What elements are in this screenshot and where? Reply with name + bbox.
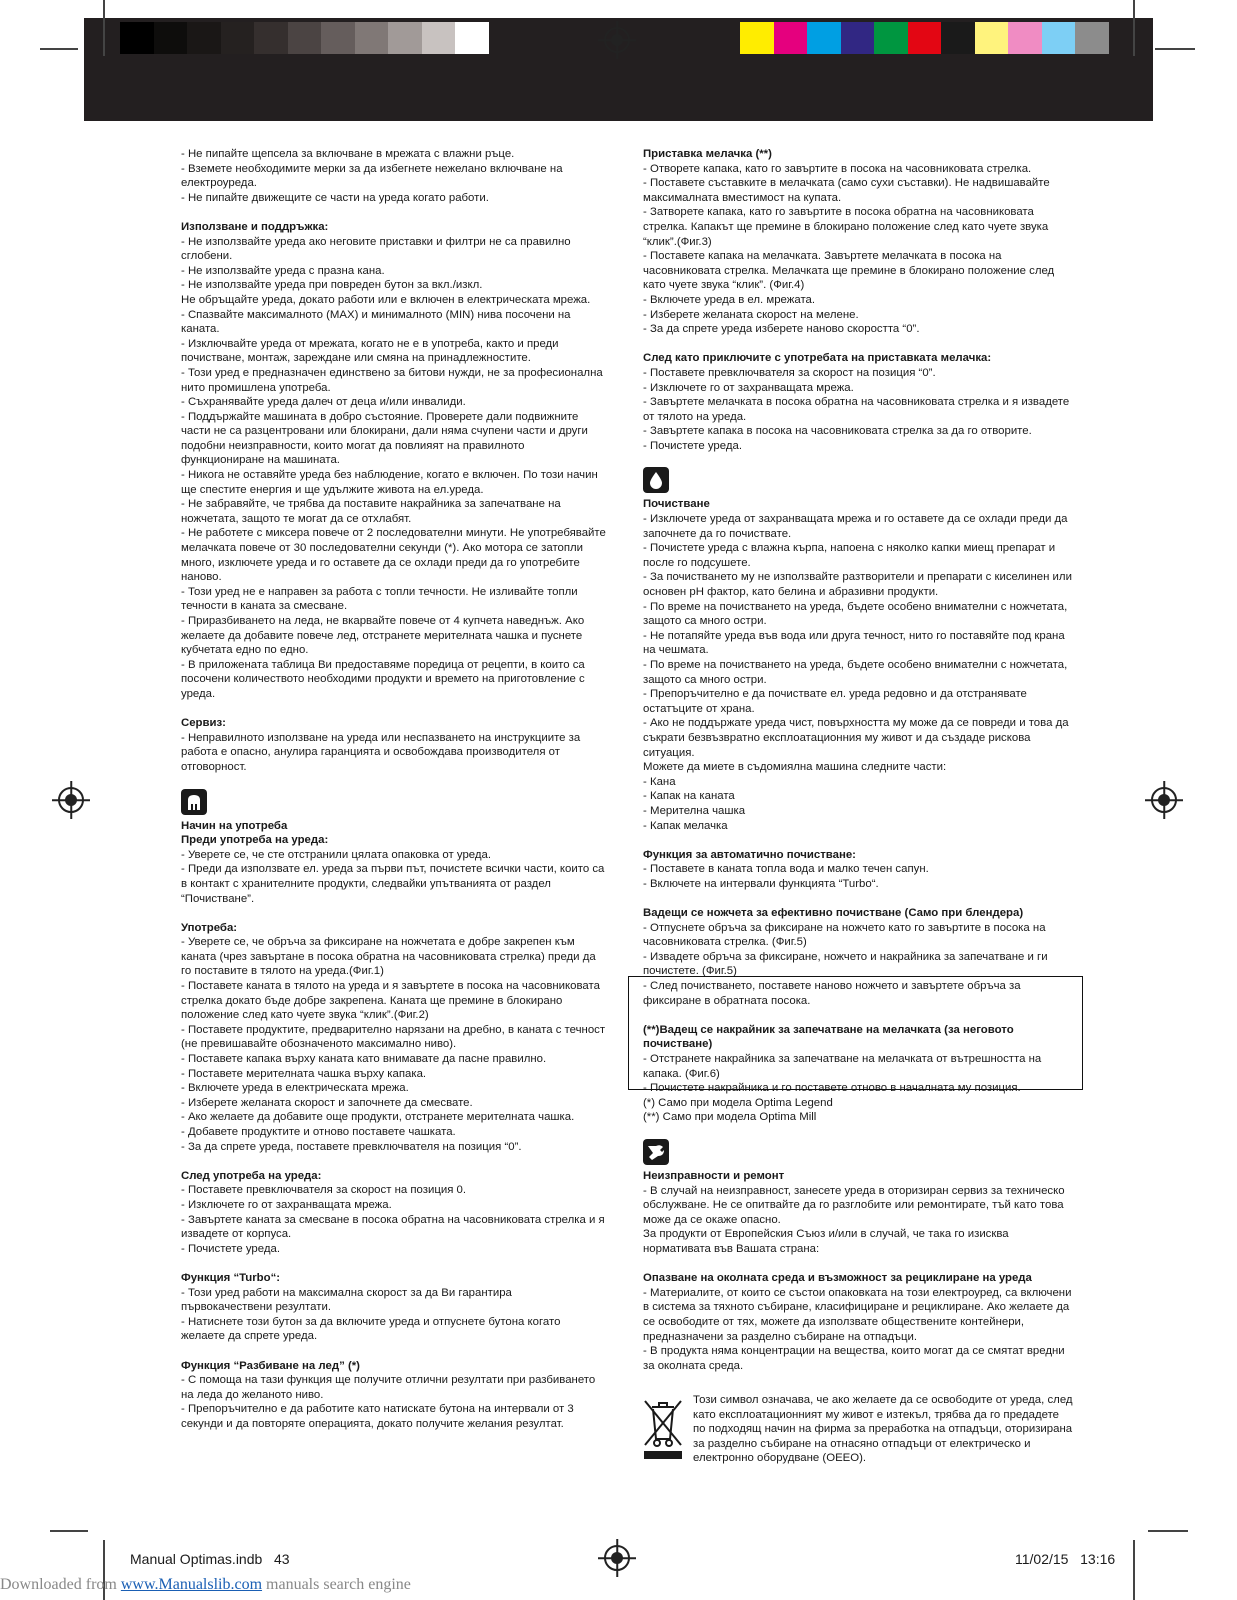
paragraph: - Преди да използвате ел. уреда за първи път, почистете всички части, които са в контакт с хранителните продукти, следвайки упътванията от раздел “Почистване”. — [181, 863, 605, 905]
process-color-swatch — [1075, 22, 1109, 54]
section-heading: Начин на употреба — [181, 819, 288, 832]
download-watermark — [0, 1576, 411, 1594]
registration-mark-top — [604, 27, 630, 53]
paragraph: - Поставете продуктите, предварително нарязани на дребно, в каната с течност (не превишавайте обозначеното максимално ниво). — [181, 1023, 606, 1051]
section-heading: Почистване — [643, 498, 710, 511]
paragraph: - Този уред е предназначен единствено за битови нужди, не за професионална нито промишлена употреба. — [181, 366, 603, 394]
gray-swatch — [388, 22, 422, 54]
process-color-swatch — [1042, 22, 1076, 54]
paragraph: - Препоръчително е да почиствате ел. уреда редовно и да отстранявате остатъците от храна. — [643, 688, 1027, 715]
section-heading: Функция “Turbo“: — [181, 1271, 281, 1284]
paragraph: - Отворете капака, като го завъртите в посока на часовниковата стрелка. — [643, 162, 1032, 175]
paragraph: - Поставете превключвателя за скорост на позиция “0”. — [643, 366, 936, 379]
paragraph: - С помоща на тази функция ще получите отлични резултати при разбиването на леда до желаното ниво. — [181, 1374, 596, 1401]
crop-mark — [1133, 0, 1135, 56]
paragraph: - Не забравяйте, че трябва да поставите накрайника за запечатване на ножчетата, защото те могат да се отхлабят. — [181, 498, 561, 525]
gray-swatch — [154, 22, 188, 54]
paragraph: - Не пипайте щепсела за включване в мрежата с влажни ръце. — [181, 148, 515, 160]
paragraph: - Извадете обръча за фиксиране, ножчето и накрайника за запечатване и ги почистете. (Фиг.5) — [643, 950, 1048, 978]
paragraph: - Изберете желаната скорост и започнете да смесвате. — [181, 1096, 473, 1109]
paragraph: - Съхранявайте уреда далеч от деца и/или инвалиди. — [181, 396, 466, 409]
paragraph: - Включете уреда в електрическата мрежа. — [181, 1082, 409, 1095]
paragraph: - Затворете капака, като го завъртите в посока обратна на часовниковата стрелка. Капакът ще премине в блокирано положение след като чуете звука “клик”.(Фиг.3) — [643, 206, 1049, 248]
paragraph: - Завъртете каната за смесване в посока обратна на часовниковата стрелка и я извадете от корпуса. — [181, 1213, 605, 1241]
section-heading: След като приключите с употребата на приставката мелачка: — [643, 352, 992, 365]
paragraph: - Поставете каната в тялото на уреда и я завъртете в посока на часовниковата стрелка докато бъде добре закрепена. Каната ще премине в блокирано положение след като чуете звука “клик”.(Фиг.2) — [181, 980, 600, 1022]
paragraph: - В случай на неизправност, занесете уреда в оторизиран сервиз за техническо обслужване. Не се опитвайте да го разглобите или ремонтирате, тъй като това може да се окаже опасно. — [643, 1184, 1065, 1226]
paragraph: - Приразбиването на леда, не вкарвайте повече от 4 купчета наведнъж. Ако желаете да добавите повече лед, отстранете мерителната чашка и пуснете кубчетата едно по едно. — [181, 615, 585, 657]
paragraph: - Отпуснете обръча за фиксиране на ножчето като го завъртите в посока на часовниковата стрелка. (Фиг.5) — [643, 921, 1046, 949]
paragraph: - Този уред не е направен за работа с топли течности. Не изливайте топли течности в каната за смесване. — [181, 585, 578, 613]
crossed-bin-icon — [642, 1395, 684, 1461]
gray-swatch — [288, 22, 322, 54]
gray-swatch — [422, 22, 456, 54]
section-heading: Употреба: — [181, 921, 238, 934]
crop-mark — [50, 1530, 88, 1532]
gray-swatch — [221, 22, 255, 54]
manualslib-link[interactable]: www.Manualslib.com — [120, 1576, 263, 1593]
paragraph: - Спазвайте максималното (MAX) и минималното (MIN) нива посочени на каната. — [181, 308, 571, 336]
paragraph: - Изключвайте уреда от мрежата, когато не е в употреба, както и преди почистване, монтаж, зареждане или смяна на принадлежностите. — [181, 337, 559, 365]
paragraph: - Поставете в каната топла вода и малко течен сапун. — [643, 863, 929, 876]
watermark-prefix: Downloaded from — [0, 1576, 121, 1593]
footer-file-name: Manual Optimas.indb 43 — [130, 1551, 290, 1567]
section-heading: (**)Вадещ се накрайник за запечатване на мелачката (за неговото почистване) — [643, 1023, 1014, 1051]
paragraph: - Кана — [643, 775, 676, 788]
paragraph: - Завъртете мелачката в посока обратна на часовниковата стрелка и я извадете от тялото на уреда. — [643, 396, 1070, 423]
paragraph: - По време на почистването на уреда, бъдете особено внимателни с ножчетата, защото са много остри. — [643, 600, 1068, 628]
paragraph: - Не работете с миксера повече от 2 последователни минути. Не употребявайте мелачката повече от 30 последователни секунди (*). Ако мотора се затопли много, изключете уреда и го оставете да се охлади преди да го употребите наново. — [181, 527, 606, 584]
paragraph: - Почистете уреда. — [181, 1242, 280, 1255]
paragraph: - Включете на интервали функцията “Turbo“. — [643, 877, 879, 890]
watermark-suffix: manuals search engine — [262, 1576, 411, 1593]
paragraph: - Изберете желаната скорост на мелене. — [643, 308, 859, 321]
paragraph: - Не използвайте уреда при повреден бутон за вкл./изкл. — [181, 279, 483, 292]
gray-swatch — [455, 22, 489, 54]
paragraph: - Вземете необходимите мерки за да избегнете нежелано включване на електроуреда. — [181, 162, 563, 190]
paragraph: - За почистването му не използвайте разтворители и препарати с киселинен или основен pH фактор, като белина и абразивни продукти. — [643, 571, 1072, 599]
paragraph: - Поставете съставките в мелачката (само сухи съставки). Не надвишавайте максималната вместимост на купата. — [643, 177, 1050, 204]
paragraph: - Мерителна чашка — [643, 804, 746, 817]
paragraph: - Изключете уреда от захранващата мрежа и го оставете да се охлади преди да започнете да го почиствате. — [643, 513, 1068, 540]
process-color-swatch — [975, 22, 1009, 54]
paragraph: - Почистете уреда с влажна кърпа, напоена с няколко капки миещ препарат и после го подсушете. — [643, 542, 1056, 569]
paragraph: - Завъртете капака в посока на часовниковата стрелка за да го отворите. — [643, 425, 1032, 438]
process-color-swatch — [774, 22, 808, 54]
paragraph: (*) Само при модела Optima Legend — [643, 1096, 833, 1109]
paragraph: - Изключете го от захранващата мрежа. — [643, 381, 854, 394]
process-color-swatch — [908, 22, 942, 54]
section-heading: Сервиз: — [181, 717, 226, 730]
paragraph: - Отстранете накрайника за запечатване на мелачката от вътрешността на капака. (Фиг.6) — [643, 1053, 1042, 1080]
paragraph: - Изключете го от захранващата мрежа. — [181, 1198, 392, 1211]
paragraph: - След почистването, поставете наново ножчето и завъртете обръча за фиксиране в обратната посока. — [643, 980, 1021, 1007]
paragraph: - Капак мелачка — [643, 819, 728, 832]
section-heading: Неизправности и ремонт — [643, 1170, 785, 1182]
crop-mark — [1155, 48, 1195, 50]
drop-icon — [643, 467, 669, 493]
process-color-swatch — [740, 22, 774, 54]
right-column — [643, 147, 1075, 1373]
plug-icon — [181, 789, 207, 815]
process-color-swatch — [841, 22, 875, 54]
paragraph: - Неправилното използване на уреда или неспазването на инструкциите за работа е опасно, анулира гаранцията и освобождава производителя от отговорност. — [181, 731, 581, 773]
paragraph: - Поставете капака върху каната като внимавате да пасне правилно. — [181, 1053, 547, 1066]
section-heading: Функция “Разбиване на лед” (*) — [181, 1359, 360, 1372]
gray-swatch — [321, 22, 355, 54]
paragraph: - В приложената таблица Ви предоставяме поредица от рецепти, в които са посочени количеството необходими продукти и времето на приготовление с уреда. — [181, 658, 585, 700]
weee-notice: Този символ означава, че ако желаете да се освободите от уреда, след като експлоатационният му живот е изтекъл, трябва да го предадете по подходящ начин на фирма за преработка на отпадъци, оторизирана за разделно събиране на отнасяно отпадъци от електрическо и електронно оборудване (ОЕЕО). — [693, 1394, 1073, 1465]
crop-mark — [1148, 1530, 1188, 1532]
paragraph: - Почистете накрайника и го поставете отново в началната му позиция. — [643, 1082, 1021, 1095]
paragraph: - Не използвайте уреда ако неговите приставки и филтри не са правилно сглобени. — [181, 235, 571, 263]
section-heading: След употреба на уреда: — [181, 1169, 322, 1182]
crop-mark — [103, 0, 105, 56]
gray-swatch — [120, 22, 154, 54]
gray-swatch — [355, 22, 389, 54]
paragraph: За продукти от Европейския Съюз и/или в случай, че така го изисква нормативата във Вашата страна: — [643, 1228, 1009, 1255]
paragraph: (**) Само при модела Optima Mill — [643, 1111, 817, 1124]
registration-mark-right — [1151, 787, 1177, 813]
section-heading: Преди употреба на уреда: — [181, 834, 329, 847]
process-color-swatch — [1008, 22, 1042, 54]
paragraph: Не обръщайте уреда, докато работи или е включен в електрическата мрежа. — [181, 293, 591, 306]
paragraph: - Почистете уреда. — [643, 439, 742, 452]
wrench-icon — [643, 1139, 669, 1165]
paragraph: - Включете уреда в ел. мрежата. — [643, 293, 816, 306]
paragraph: - За да спрете уреда, поставете превключвателя на позиция “0”. — [181, 1140, 522, 1153]
process-color-swatch — [874, 22, 908, 54]
paragraph: - Никога не оставяйте уреда без наблюдение, когато е включен. По този начин ще спестите енергия и ще удължите живота на ел.уреда. — [181, 469, 598, 496]
registration-mark-left — [58, 787, 84, 813]
section-heading: Използване и поддръжка: — [181, 220, 329, 233]
crop-mark — [1133, 1540, 1135, 1600]
paragraph: - Поставете мерителната чашка върху капака. — [181, 1067, 427, 1080]
paragraph: - Уверете се, че сте отстранили цялата опаковка от уреда. — [181, 848, 492, 861]
paragraph: - За да спрете уреда изберете наново скоростта “0”. — [643, 323, 920, 336]
paragraph: - Добавете продуктите и отново поставете чашката. — [181, 1126, 456, 1138]
left-column — [181, 147, 606, 1431]
section-heading: Вадещи се ножчета за ефективно почистване (Само при блендера) — [643, 907, 1024, 920]
paragraph: - Ако желаете да добавите още продукти, отстранете мерителната чашка. — [181, 1111, 575, 1124]
gray-swatch — [254, 22, 288, 54]
paragraph: - По време на почистването на уреда, бъдете особено внимателни с ножчетата, защото са много остри. — [643, 659, 1068, 686]
paragraph: - Поставете капака на мелачката. Завъртете мелачката в посока на часовниковата стрелка. Мелачката ще премине в блокирано положение след като чуете звука “клик”. (Фиг.4) — [643, 250, 1055, 292]
paragraph: - Този уред работи на максимална скорост за да Ви гарантира първокачествени резултати. — [181, 1286, 512, 1314]
paragraph: - Капак на каната — [643, 790, 735, 803]
section-heading: Функция за автоматично почистване: — [643, 848, 856, 861]
paragraph: - Натиснете този бутон за да включите уреда и отпуснете бутона когато желаете да спрете уреда. — [181, 1315, 561, 1343]
crop-mark — [40, 48, 78, 50]
section-heading: Опазване на околната среда и възможност за рециклиране на уреда — [643, 1272, 1032, 1285]
paragraph: - Уверете се, че обръча за фиксиране на ножчетата е добре закрепен към каната (чрез завъртане в посока обратна на часовниковата стрелка) преди да го поставите в тялото на уреда.(Фиг.1) — [181, 936, 596, 978]
paragraph: - Не използвайте уреда с празна кана. — [181, 264, 385, 277]
paragraph: - В продукта няма концентрации на вещества, които могат да се смятат вредни за околната среда. — [643, 1345, 1065, 1372]
paragraph: - Ако не поддържате уреда чист, повърхността му може да се повреди и това да съкрати безвъзвратно експлоатационния му живот и да създаде рискова ситуация. — [643, 717, 1069, 759]
footer-date: 11/02/15 13:16 — [1015, 1551, 1116, 1567]
gray-swatch — [187, 22, 221, 54]
process-color-swatch — [941, 22, 975, 54]
process-color-swatch — [807, 22, 841, 54]
paragraph: - Не потапяйте уреда във вода или друга течност, нито го поставяйте под крана на чешмата. — [643, 629, 1065, 657]
registration-mark-bottom — [604, 1545, 630, 1571]
paragraph: - Материалите, от които се състои опаковката на този електроуред, са включени в система за тяхното събиране, класифициране и рециклиране. Ако желаете да се освободите от тях, можете да използвате обществените контейнери, предназначени за разделно събиране на отпадъци. — [643, 1286, 1072, 1343]
section-heading: Приставка мелачка (**) — [643, 148, 772, 160]
paragraph: - Поставете превключвателя за скорост на позиция 0. — [181, 1184, 467, 1197]
highlight-frame — [628, 976, 1083, 1090]
paragraph: - Препоръчително е да работите като натискате бутона на интервали от 3 секунди и да повторяте операцията, докато получите желания резултат. — [181, 1403, 574, 1430]
paragraph: Можете да миете в съдомиялна машина следните части: — [643, 761, 947, 774]
paragraph: - Не пипайте движещите се части на уреда когато работи. — [181, 191, 489, 204]
paragraph: - Поддържайте машината в добро състояние. Проверете дали подвижните части не са разцентровани или блокирани, дали няма счупени части и други подобни неизправности, които могат да повлияят на правилното функциониране на машината. — [181, 410, 588, 467]
